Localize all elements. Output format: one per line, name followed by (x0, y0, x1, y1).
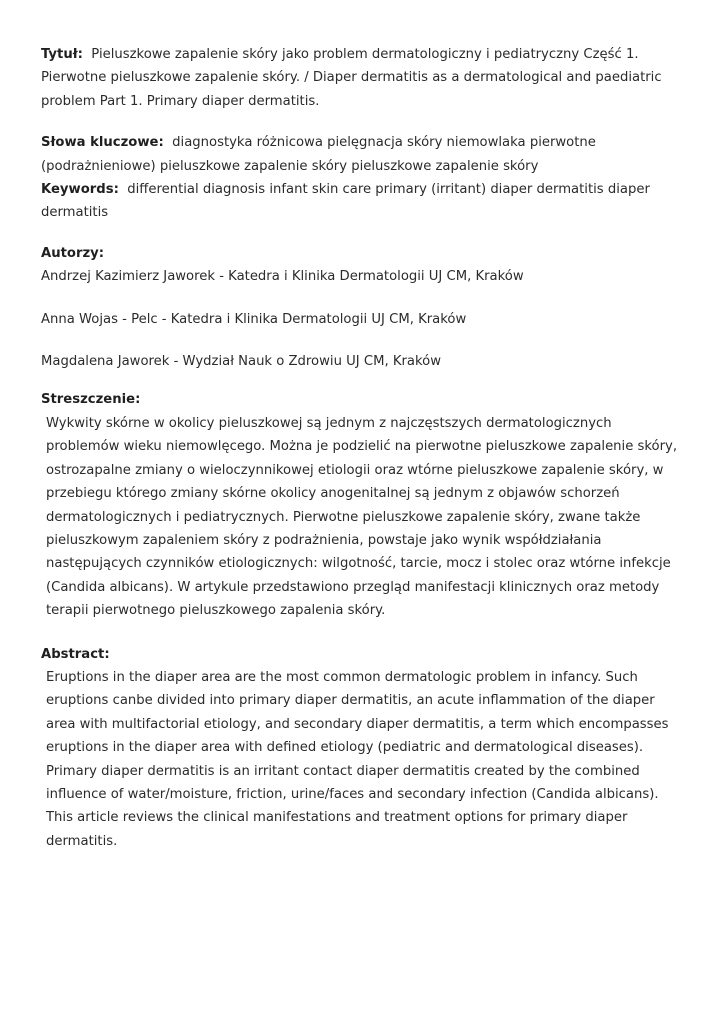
author-item: Magdalena Jaworek - Wydział Nauk o Zdrowiu UJ CM, Kraków (41, 354, 442, 370)
abstract-heading: Abstract: (41, 646, 110, 662)
abstract-section (41, 643, 681, 854)
title-block (41, 43, 681, 113)
keywords-pl-text: diagnostyka różnicowa pielęgnacja skóry niemowlaka pierwotne (podrażnieniowe) pieluszkowe zapalenie skóry pieluszkowe zapalenie skóry (41, 135, 596, 174)
author-item: Anna Wojas - Pelc - Katedra i Klinika Dermatologii UJ CM, Kraków (41, 311, 467, 327)
streszczenie-heading: Streszczenie: (41, 392, 141, 408)
keywords-pl-label: Słowa kluczowe: (41, 135, 164, 151)
keywords-en (41, 178, 681, 225)
author-item: Andrzej Kazimierz Jaworek - Katedra i Klinika Dermatologii UJ CM, Kraków (41, 269, 524, 285)
title-label: Tytuł: (41, 47, 83, 62)
keywords-en-text: differential diagnosis infant skin care primary (irritant) diaper dermatitis diaper dermatitis (41, 182, 650, 221)
streszczenie-section (41, 388, 681, 622)
streszczenie-text: Wykwity skórne w okolicy pieluszkowej są jednym z najczęstszych dermatologicznych problemów wieku niemowlęcego. Można je podzielić na pierwotne pieluszkowe zapalenie skóry, ostrozapalne zmiany o wieloczynnikowej etiologii oraz wtórne pieluszkowe zapalenie skóry, w przebiegu którego zmiany skórne okolicy anogenitalnej są jednym z objawów schorzeń dermatologicznych i pediatrycznych. Pierwotne pieluszkowe zapalenie skóry, zwane także pieluszkowym zapaleniem skóry z podrażnienia, powstaje jako wynik współdziałania następujących czynników etiologicznych: wilgotność, tarcie, mocz i stolec oraz wtórne infekcje (Candida albicans). W artykule przedstawiono przegląd manifestacji klinicznych oraz metody terapii pierwotnego pieluszkowego zapalenia skóry. (46, 415, 678, 619)
authors-section (41, 242, 681, 374)
keywords-block (41, 131, 681, 225)
keywords-en-label: Keywords: (41, 182, 119, 198)
authors-heading: Autorzy: (41, 245, 105, 261)
keywords-pl (41, 131, 681, 178)
document-page (41, 43, 681, 853)
title-text: Pieluszkowe zapalenie skóry jako problem dermatologiczny i pediatryczny Część 1. Pierwotne pieluszkowe zapalenie skóry. / Diaper dermatitis as a dermatological and paediatric problem Part 1. Primary diaper dermatitis. (41, 47, 662, 109)
abstract-text: Eruptions in the diaper area are the most common dermatologic problem in infancy. Such eruptions canbe divided into primary diaper dermatitis, an acute inflammation of the diaper area with multifactorial etiology, and secondary diaper dermatitis, a term which encompasses eruptions in the diaper area with defined etiology (pediatric and dermatological diseases). Primary diaper dermatitis is an irritant contact diaper dermatitis created by the combined influence of water/moisture, friction, urine/faces and secondary infection (Candida albicans). This article reviews the clinical manifestations and treatment options for primary diaper dermatitis. (46, 669, 669, 849)
